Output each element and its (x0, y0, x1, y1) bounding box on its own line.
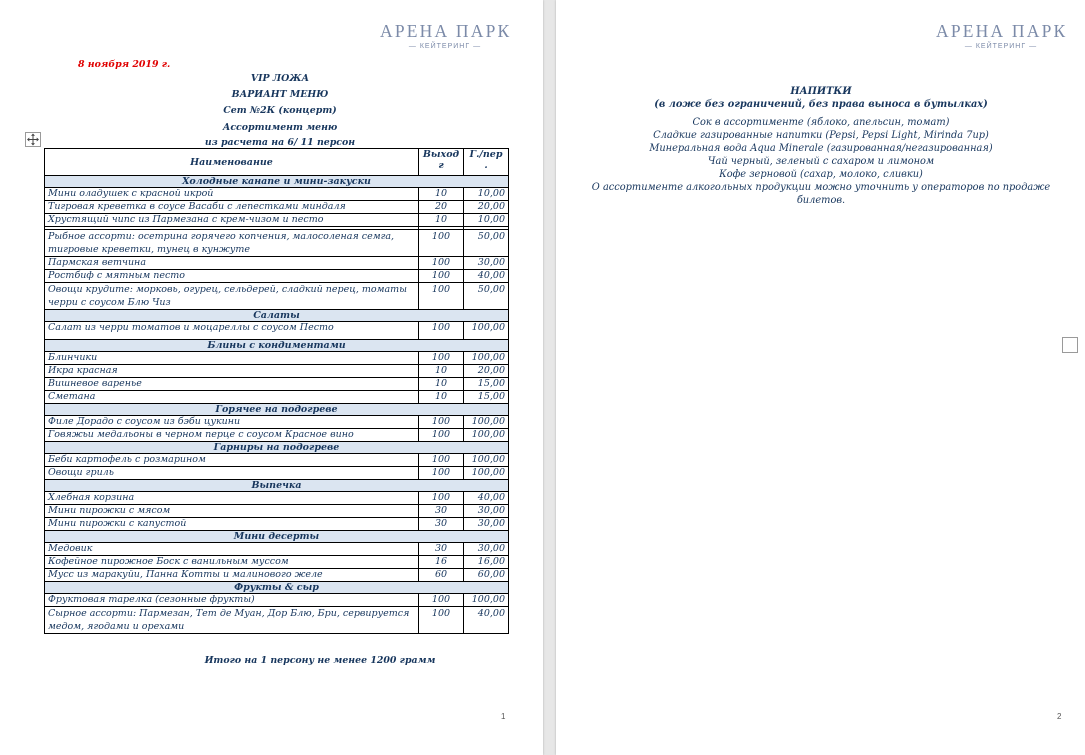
item-price: 16,00 (464, 556, 509, 569)
item-price: 40,00 (464, 607, 509, 634)
table-row (45, 322, 509, 340)
item-name: Хрустящий чипс из Пармезана с крем-чизом и песто (45, 214, 419, 227)
item-yield: 100 (419, 429, 464, 442)
section-row (45, 310, 509, 322)
item-yield: 100 (419, 257, 464, 270)
table-row (45, 492, 509, 505)
section-title: Фрукты & сыр (45, 582, 509, 594)
logo-subtitle: — КЕЙТЕРИНГ — (964, 43, 1038, 50)
drinks-line: Минеральная вода Aqua Minerale (газированная/негазированная) (649, 143, 993, 154)
item-yield: 30 (419, 543, 464, 556)
table-row (45, 230, 509, 257)
section-title: Холодные канапе и мини-закуски (45, 176, 509, 188)
item-name: Беби картофель с розмарином (45, 454, 419, 467)
section-row (45, 480, 509, 492)
table-row (45, 543, 509, 556)
column-header-name: Наименование (45, 149, 419, 176)
item-name: Сырное ассорти: Пармезан, Тет де Муан, Дор Блю, Бри, сервируется медом, ягодами и орехами (45, 607, 419, 634)
item-name: Сметана (45, 391, 419, 404)
item-price: 30,00 (464, 505, 509, 518)
section-row (45, 176, 509, 188)
table-row (45, 556, 509, 569)
item-yield: 16 (419, 556, 464, 569)
item-name: Говяжьи медальоны в черном перце с соусом Красное вино (45, 429, 419, 442)
item-name: Икра красная (45, 365, 419, 378)
logo-subtitle: — КЕЙТЕРИНГ — (408, 43, 482, 50)
item-price: 30,00 (464, 543, 509, 556)
table-row (45, 214, 509, 227)
menu-header-line: Сет №2К (концерт) (223, 105, 337, 116)
item-price: 100,00 (464, 352, 509, 365)
item-name: Рыбное ассорти: осетрина горячего копчения, малосоленая семга, тигровые креветки, тунец в кунжуте (45, 230, 419, 257)
logo-title: АРЕНА ПАРК (380, 21, 512, 41)
item-name: Тигровая креветка в соусе Васаби с лепестками миндаля (45, 201, 419, 214)
item-price: 20,00 (464, 365, 509, 378)
section-title: Выпечка (45, 480, 509, 492)
item-yield: 100 (419, 454, 464, 467)
item-yield: 100 (419, 416, 464, 429)
table-row (45, 429, 509, 442)
document-page-2 (556, 0, 1085, 755)
section-row (45, 340, 509, 352)
item-yield: 100 (419, 270, 464, 283)
section-title: Салаты (45, 310, 509, 322)
item-price: 30,00 (464, 257, 509, 270)
item-name: Мини оладушек с красной икрой (45, 188, 419, 201)
item-price: 15,00 (464, 378, 509, 391)
logo (380, 21, 510, 52)
column-header-price: Г./пер . (464, 149, 509, 176)
table-row (45, 416, 509, 429)
item-yield: 100 (419, 594, 464, 607)
item-name: Хлебная корзина (45, 492, 419, 505)
item-yield: 10 (419, 391, 464, 404)
item-yield: 10 (419, 378, 464, 391)
logo-title: АРЕНА ПАРК (936, 21, 1068, 41)
page-number: 2 (1057, 712, 1062, 721)
item-name: Овощи крудите: морковь, огурец, сельдерей, сладкий перец, томаты черри с соусом Блю Чиз (45, 283, 419, 310)
table-row (45, 454, 509, 467)
table-row (45, 283, 509, 310)
table-row (45, 188, 509, 201)
item-yield: 10 (419, 214, 464, 227)
table-row (45, 201, 509, 214)
table-row (45, 365, 509, 378)
item-name: Филе Дорадо с соусом из бэби цукини (45, 416, 419, 429)
item-price: 40,00 (464, 492, 509, 505)
item-price: 40,00 (464, 270, 509, 283)
section-row (45, 442, 509, 454)
item-price: 100,00 (464, 429, 509, 442)
item-price: 100,00 (464, 594, 509, 607)
menu-header-line: ВАРИАНТ МЕНЮ (231, 89, 329, 100)
item-price: 10,00 (464, 188, 509, 201)
table-row (45, 607, 509, 634)
item-price: 10,00 (464, 214, 509, 227)
item-name: Пармская ветчина (45, 257, 419, 270)
item-yield: 20 (419, 201, 464, 214)
item-yield: 60 (419, 569, 464, 582)
column-header-yield: Выход г (419, 149, 464, 176)
item-price: 100,00 (464, 454, 509, 467)
item-yield: 100 (419, 230, 464, 257)
item-price: 30,00 (464, 518, 509, 531)
table-row (45, 270, 509, 283)
item-price: 50,00 (464, 283, 509, 310)
item-name: Медовик (45, 543, 419, 556)
table-row (45, 594, 509, 607)
menu-total: Итого на 1 персону не менее 1200 грамм (204, 655, 436, 666)
item-yield: 10 (419, 188, 464, 201)
item-name: Мини пирожки с капустой (45, 518, 419, 531)
table-row (45, 505, 509, 518)
table-move-handle-icon[interactable] (25, 132, 41, 147)
item-price: 60,00 (464, 569, 509, 582)
page-number: 1 (501, 712, 506, 721)
item-name: Мусс из маракуйи, Панна Котты и малинового желе (45, 569, 419, 582)
item-name: Мини пирожки с мясом (45, 505, 419, 518)
item-name: Ростбиф с мятным песто (45, 270, 419, 283)
item-yield: 100 (419, 492, 464, 505)
item-price: 50,00 (464, 230, 509, 257)
item-yield: 100 (419, 607, 464, 634)
item-name: Овощи гриль (45, 467, 419, 480)
section-title: Гарниры на подогреве (45, 442, 509, 454)
item-yield: 100 (419, 467, 464, 480)
item-name: Салат из черри томатов и моцареллы с соусом Песто (45, 322, 419, 340)
item-yield: 30 (419, 518, 464, 531)
section-row (45, 531, 509, 543)
drinks-line: Чай черный, зеленый с сахаром и лимоном (707, 156, 935, 167)
item-yield: 100 (419, 283, 464, 310)
item-price: 100,00 (464, 467, 509, 480)
table-row (45, 569, 509, 582)
drinks-line: Сок в ассортименте (яблоко, апельсин, томат) (692, 117, 950, 128)
drinks-line: Кофе зерновой (сахар, молоко, сливки) (719, 169, 923, 180)
menu-header-line: VIP ЛОЖА (250, 73, 310, 84)
logo (936, 21, 1066, 52)
menu-table (44, 148, 509, 634)
section-row (45, 404, 509, 416)
item-price: 20,00 (464, 201, 509, 214)
drinks-title: НАПИТКИ (790, 86, 852, 97)
section-title: Блины с кондиментами (45, 340, 509, 352)
item-yield: 30 (419, 505, 464, 518)
table-row (45, 352, 509, 365)
layout-options-box[interactable] (1062, 337, 1078, 353)
menu-header-line: Ассортимент меню (222, 122, 338, 133)
item-yield: 10 (419, 365, 464, 378)
table-row (45, 518, 509, 531)
table-row (45, 257, 509, 270)
section-title: Горячее на подогреве (45, 404, 509, 416)
drinks-subtitle: (в ложе без ограничений, без права выноса в бутылках) (654, 99, 988, 110)
drinks-line: билетов. (796, 195, 846, 206)
table-row (45, 467, 509, 480)
menu-date: 8 ноября 2019 г. (78, 59, 171, 70)
table-row (45, 391, 509, 404)
item-price: 15,00 (464, 391, 509, 404)
item-yield: 100 (419, 322, 464, 340)
menu-header-line: из расчета на 6/ 11 персон (204, 137, 356, 148)
drinks-line: Сладкие газированные напитки (Pepsi, Pepsi Light, Mirinda 7up) (653, 130, 989, 141)
item-name: Вишневое варенье (45, 378, 419, 391)
item-name: Фруктовая тарелка (сезонные фрукты) (45, 594, 419, 607)
drinks-line: О ассортименте алкогольных продукции можно уточнить у операторов по продаже (591, 182, 1051, 193)
section-row (45, 582, 509, 594)
table-row (45, 378, 509, 391)
item-yield: 100 (419, 352, 464, 365)
section-title: Мини десерты (45, 531, 509, 543)
item-price: 100,00 (464, 322, 509, 340)
table-header-row (45, 149, 509, 176)
item-name: Кофейное пирожное Боск с ванильным муссом (45, 556, 419, 569)
item-name: Блинчики (45, 352, 419, 365)
item-price: 100,00 (464, 416, 509, 429)
